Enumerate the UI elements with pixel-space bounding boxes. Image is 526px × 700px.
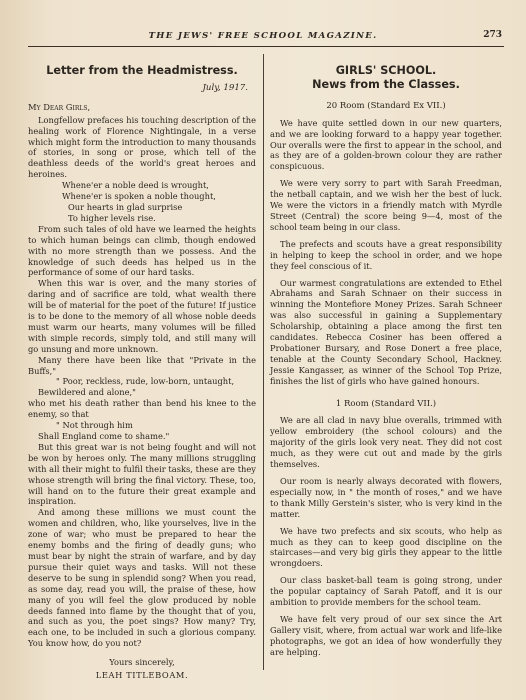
letter-paragraph: But this great war is not being fought and will not be won by heroes only. The many millions struggling with all their might to fulfil their tasks, these are they whose strength will bring the final victory. These, too, will hand on to the future their great example and inspiration. xyxy=(28,441,256,507)
news-paragraph: Our warmest congratulations are extended to Ethel Abrahams and Sarah Schnaer on their success in winning the Montefiore Money Prizes. Sarah Schneer was also successful in gaining a Supplementary Scholarship, obtaining a place among the first ten candidates. Rebecca Cosiner has been offered a Probationer Bursary, and Rose Donert a free place, tenable at the County Secondary School, Hackney. Jessie Kangasser, as winner of the School Top Prize, finishes the list of girls who have gained honours. xyxy=(270,277,502,386)
section-heading: GIRLS' SCHOOL. xyxy=(335,64,437,77)
news-paragraph: We have two prefects and six scouts, who help as much as they can to keep good discipline on the staircases—and very big girls they appear to the little wrongdoers. xyxy=(270,525,502,569)
poem-verse xyxy=(28,180,256,224)
news-paragraph: The prefects and scouts have a great responsibility in helping to keep the school in order, and we hope they feel conscious of it. xyxy=(270,238,502,271)
quote-line: Bewildered and alone," xyxy=(38,387,137,398)
letter-paragraph: And among these millions we must count the women and children, who, like yourselves, live in the zone of war; who must be prepared to hear the enemy bombs and the firing of deadly guns; who must bear by night the strain of warfare, and by day pursue their quiet ways and tasks. Will not these deserve to be sung in splendid song? When you read, as some day, read you will, the praise of these, how many of you will feel the glow produced by noble deeds fanned into flame by the thought that of you, and such as you, the poet sings? How many? Try, each one, to be included in such a glorious company. You know how, do you not? xyxy=(28,507,256,649)
salutation: My Dear Girls, xyxy=(28,101,91,112)
letter-date: July, 1917. xyxy=(202,82,248,93)
magazine-title: THE JEWS' FREE SCHOOL MAGAZINE. xyxy=(148,31,378,41)
header-rule xyxy=(28,46,504,47)
letter-paragraph: Longfellow prefaces his touching description of the healing work of Florence Nightingale, in a verse which might form the introduction to many thousands of stories, in song or prose, which tell of the deathless deeds of the world's great heroes and heroines. xyxy=(28,114,256,180)
left-column xyxy=(28,52,256,681)
column-divider xyxy=(263,54,264,670)
class-heading: 20 Room (Standard Ex VII.) xyxy=(326,100,446,111)
verse-line: Our hearts in glad surprise xyxy=(68,201,183,212)
quote-line: " Not through him xyxy=(56,420,133,431)
verse-line: Whene'er a noble deed is wrought, xyxy=(62,180,209,191)
letter-closing: Yours sincerely, xyxy=(109,657,175,668)
section-subheading: News from the Classes. xyxy=(312,77,460,91)
letter-paragraph: From such tales of old have we learned the heights to which human beings can climb, though endowed with no more strength than we possess. And the knowledge of such deeds has helped us in the performance of some of our hard tasks. xyxy=(28,223,256,278)
letter-paragraph: who met his death rather than bend his knee to the enemy, so that xyxy=(28,398,256,420)
letter-heading: Letter from the Headmistress. xyxy=(46,64,238,77)
verse-line: Whene'er is spoken a noble thought, xyxy=(62,191,216,202)
news-paragraph: We have quite settled down in our new quarters, and we are looking forward to a happy year together. Our overalls were the first to appear in the school, and as they are of a golden-brown colour they are rather conspicuous. xyxy=(270,117,502,172)
news-paragraph: We are all clad in navy blue overalls, trimmed with yellow embroidery (the school colours) and the majority of the girls look very neat. They did not cost much, as they were cut out and made by the girls themselves. xyxy=(270,415,502,470)
class-heading: 1 Room (Standard VII.) xyxy=(335,398,437,409)
letter-paragraph: Many there have been like that "Private in the Buffs," xyxy=(28,354,256,376)
news-paragraph: Our class basket-ball team is going strong, under the popular captaincy of Sarah Patoff, and it is our ambition to provide members for the school team. xyxy=(270,575,502,608)
news-paragraph: We have felt very proud of our sex since the Art Gallery visit, where, from actual war work and life-like photographs, we got an idea of how wonderfully they are helping. xyxy=(270,613,502,657)
news-paragraph: Our room is nearly always decorated with flowers, especially now, in " the month of roses," and we have to thank Milly Gerstein's sister, who is very kind in the matter. xyxy=(270,476,502,519)
letter-paragraph: When this war is over, and the many stories of daring and of sacrifice are told, what wealth there will be of material for the poet of the future! If justice is to be done to the memory of all whose noble deeds must warm our hearts, many volumes will be filled with simple records, simply told, and still many will go unsung and more unknown. xyxy=(28,278,256,354)
news-paragraph: We were very sorry to part with Sarah Freedman, the netball captain, and we wish her the best of luck. We were the victors in a friendly match with Myrdle Street (Central) the score being 9—4, most of the school team being in our class. xyxy=(270,178,502,232)
letter-signature: LEAH TITLEBOAM. xyxy=(95,670,189,681)
quote-line: Shall England come to shame." xyxy=(38,431,170,441)
quote-line: " Poor, reckless, rude, low-born, untaught, xyxy=(56,376,235,387)
page-number: 273 xyxy=(483,30,502,40)
right-column xyxy=(270,52,502,658)
verse-line: To higher levels rise. xyxy=(68,212,156,223)
